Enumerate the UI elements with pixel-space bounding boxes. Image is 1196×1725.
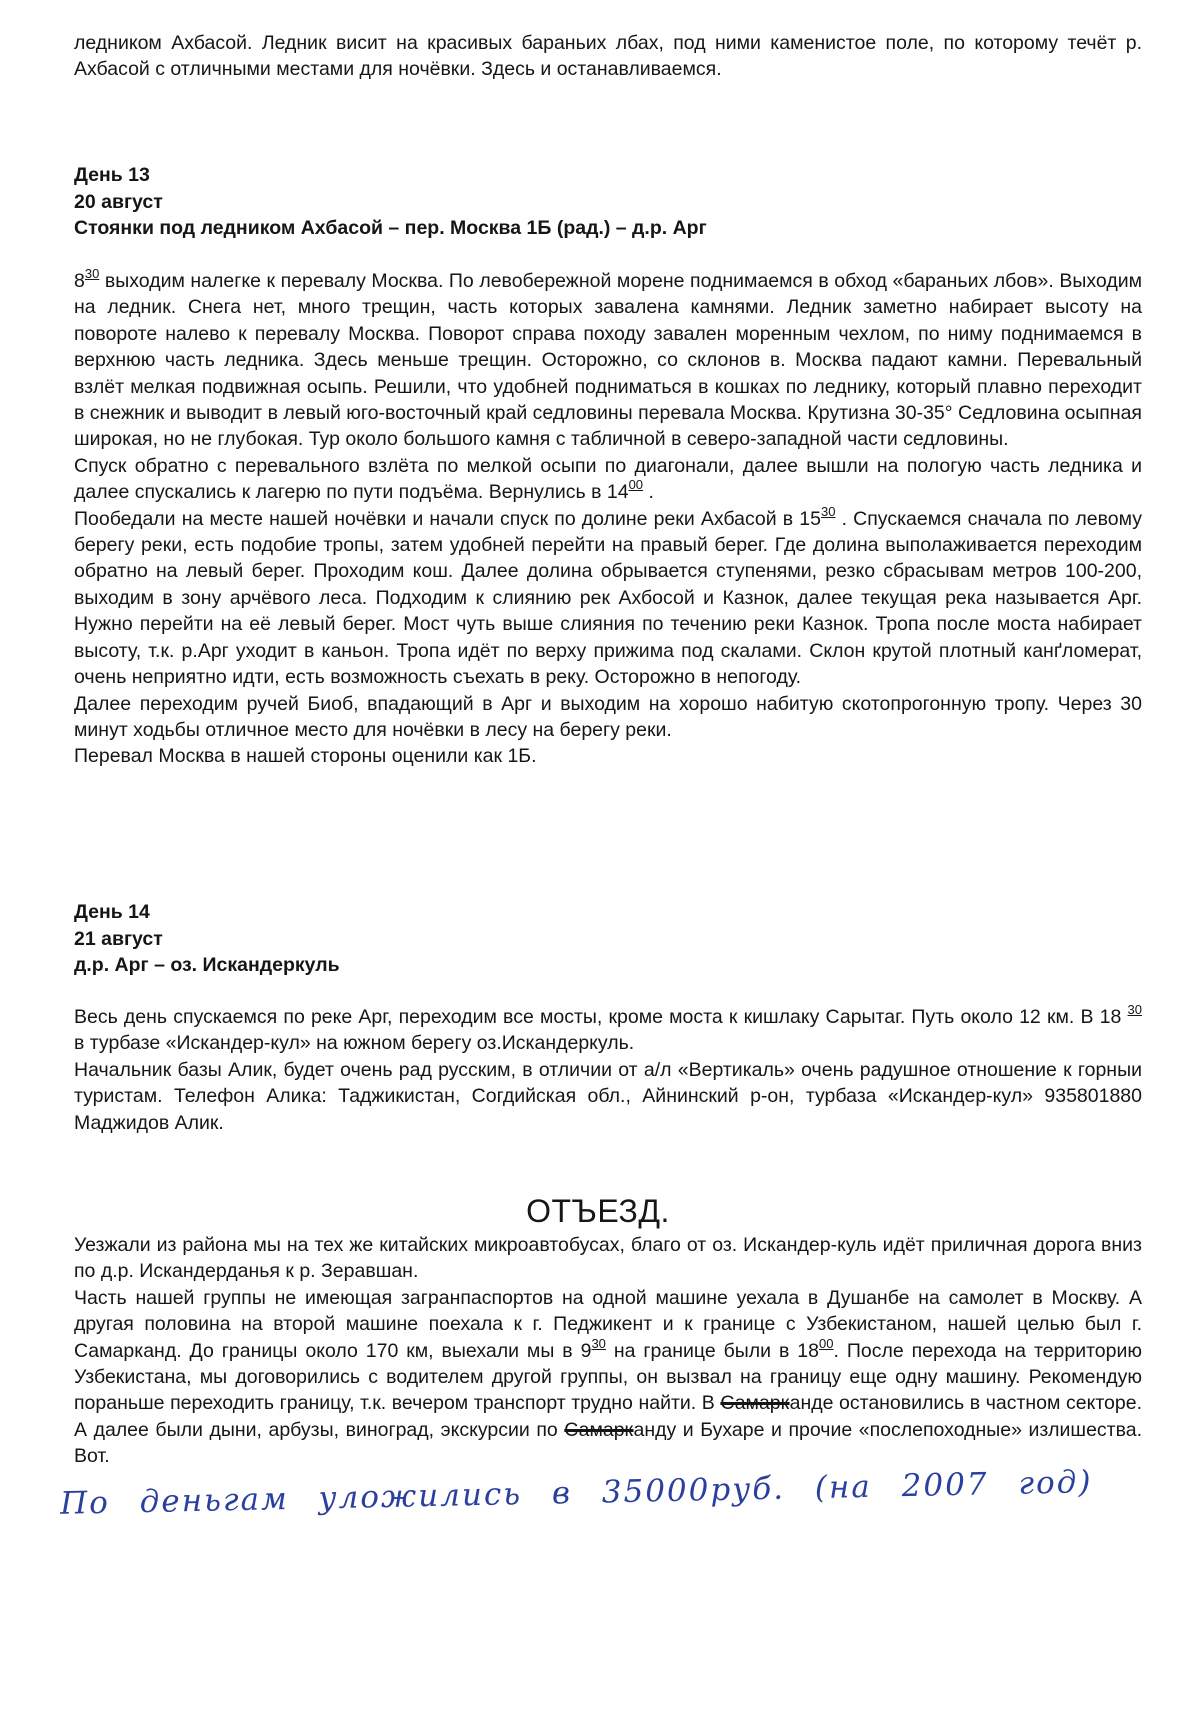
- day14-paragraph-1: [74, 1004, 1142, 1057]
- paragraph-end: .: [643, 481, 654, 504]
- intro-paragraph: [74, 30, 1142, 83]
- time-minutes: 00: [628, 477, 644, 493]
- day13-paragraph-4: Далее переходим ручей Биоб, впадающий в Арг и выходим на хорошо набитую скотопрогонную тропу. Через 30 минут ходьбы отличное место для ночёвки в лесу на берегу реки.: [74, 692, 1142, 741]
- day13-route: Стоянки под ледником Ахбасой – пер. Москва 1Б (рад.) – д.р. Арг: [74, 217, 707, 240]
- crossed-out-text: Самарк: [720, 1392, 790, 1415]
- paragraph-text: Спуск обратно с перевального взлёта по мелкой осыпи по диагонали, далее вышли на пологую часть ледника и далее спускались к лагерю по пути подъёма. Вернулись в 14: [74, 454, 1142, 504]
- day13-date: 20 август: [74, 190, 163, 213]
- time-minutes: 00: [819, 1335, 834, 1351]
- paragraph-text: анде остановились в частном секторе. А далее были дыни, арбузы, виноград, экскурсии по: [74, 1392, 1143, 1441]
- day13-body: [74, 268, 1142, 770]
- day13-paragraph-2: [74, 453, 1142, 506]
- paragraph-text: выходим налегке к перевалу Москва. По левобережной морене поднимаемся в обход «бараньих лбов». Выходим на ледник. Снега нет, много трещин, часть которых завалена камнями. Ледник заметно набирает высоту на повороте налево к перевалу Москва. Поворот справа походу завален моренным чехлом, по ниму поднимаемся в верхнюю часть ледника. Здесь меньше трещин. Осторожно, со склонов в. Москва падают камни. Перевальный взлёт мелкая подвижная осыпь. Решили, что удобней подниматься в кошках по леднику, который плавно переходит в снежник и выводит в левый юго-восточный край седловины перевала Москва. Крутизна 30-35° Седловина осыпная широкая, но не глубокая. Тур около большого камня с табличной в северо-западной части седловины.: [74, 270, 1142, 451]
- departure-body: [74, 1232, 1142, 1470]
- departure-paragraph-1: Уезжали из района мы на тех же китайских микроавтобусах, благо от оз. Искандер-куль идёт приличная дорога вниз по д.р. Искандерданья к р. Зеравшан.: [74, 1234, 1142, 1283]
- time-minutes: 30: [1127, 1002, 1142, 1017]
- paragraph-text: на границе были в 18: [605, 1339, 819, 1362]
- day13-paragraph-1: [74, 268, 1142, 453]
- paragraph-text: Весь день спускаемся по реке Арг, переходим все мосты, кроме моста к кишлаку Сарытаг. Путь около 12 км. В 18: [74, 1006, 1128, 1028]
- day14-day: День 14: [74, 901, 150, 923]
- day13-day: День 13: [74, 164, 150, 186]
- departure-paragraph-2: [74, 1285, 1142, 1470]
- day14-date: 21 август: [74, 927, 163, 950]
- day14-paragraph-2: Начальник базы Алик, будет очень рад русским, в отличии от а/л «Вертикаль» очень радушное отношение к горныи туристам. Телефон Алика: Таджикистан, Согдийская обл., Айнинский р-он, турбаза «Искандер-кул» 935801880 Маджидов Алик.: [74, 1058, 1142, 1134]
- time-minutes: 30: [821, 503, 836, 519]
- time-hours: 8: [74, 270, 85, 292]
- paragraph-text: Часть нашей группы не имеющая загранпаспортов на одной машине уехала в Душанбе на самолет в Москву. А другая половина на второй машине поехала к г. Педжикент и к границе с Узбекистаном, нашей целью был г. Самарканд. До границы около 170 км, выехали мы в 9: [74, 1286, 1142, 1362]
- day13-header: [74, 162, 1142, 242]
- day14-body: [74, 1004, 1142, 1136]
- paragraph-text: . Спускаемся сначала по левому берегу реки, есть подобие тропы, затем удобней перейти на правый берег. Где долина выполаживается переходим обратно на левый берег. Проходим кош. Далее долина обрывается ступенями, резко сбрасывам метров 100-200, выходим в зону арчёвого леса. Подходим к слиянию рек Ахбосой и Казнок, далее текущая река называется Арг. Нужно перейти на её левый берег. Мост чуть выше слияния по течению реки Казнок. Тропа после моста набирает высоту, т.к. р.Арг уходит в каньон. Тропа идёт по верху прижима под скалами. Склон крутой плотный канґломерат, очень неприятно идти, есть возможность съехать в реку. Осторожно в непогоду.: [74, 507, 1142, 689]
- time-minutes: 30: [591, 1335, 606, 1351]
- intro-text: ледником Ахбасой. Ледник висит на красивых бараньих лбах, под ними каменистое поле, по которому течёт р. Ахбасой с отличными местами для ночёвки. Здесь и останавливаемся.: [74, 32, 1142, 81]
- handwritten-note: По деньгам уложились в 35000руб. (на 2007 год): [59, 1464, 1093, 1522]
- departure-title: ОТЪЕЗД.: [526, 1193, 670, 1229]
- day14-route: д.р. Арг – оз. Искандеркуль: [74, 954, 340, 977]
- crossed-out-text: Самарк: [564, 1418, 634, 1441]
- paragraph-text: в турбазе «Искандер-кул» на южном берегу оз.Искандеркуль.: [74, 1032, 635, 1055]
- day13-paragraph-5: Перевал Москва в нашей стороны оценили как 1Б.: [74, 745, 537, 768]
- paragraph-text: анду и Бухаре и прочие «послепоходные» излишества. Вот.: [74, 1418, 1142, 1468]
- paragraph-text: Пообедали на месте нашей ночёвки и начали спуск по долине реки Ахбасой в 15: [74, 507, 821, 530]
- day14-header: [74, 899, 1142, 979]
- day13-paragraph-3: [74, 503, 1142, 691]
- paragraph-text: . После перехода на территорию Узбекистана, мы договорились с водителем другой группы, он вызвал на границу еще одну машину. Рекомендую пораньше переходить границу, т.к. вечером транспорт трудно найти. В: [74, 1339, 1143, 1415]
- time-minutes: 30: [84, 266, 100, 281]
